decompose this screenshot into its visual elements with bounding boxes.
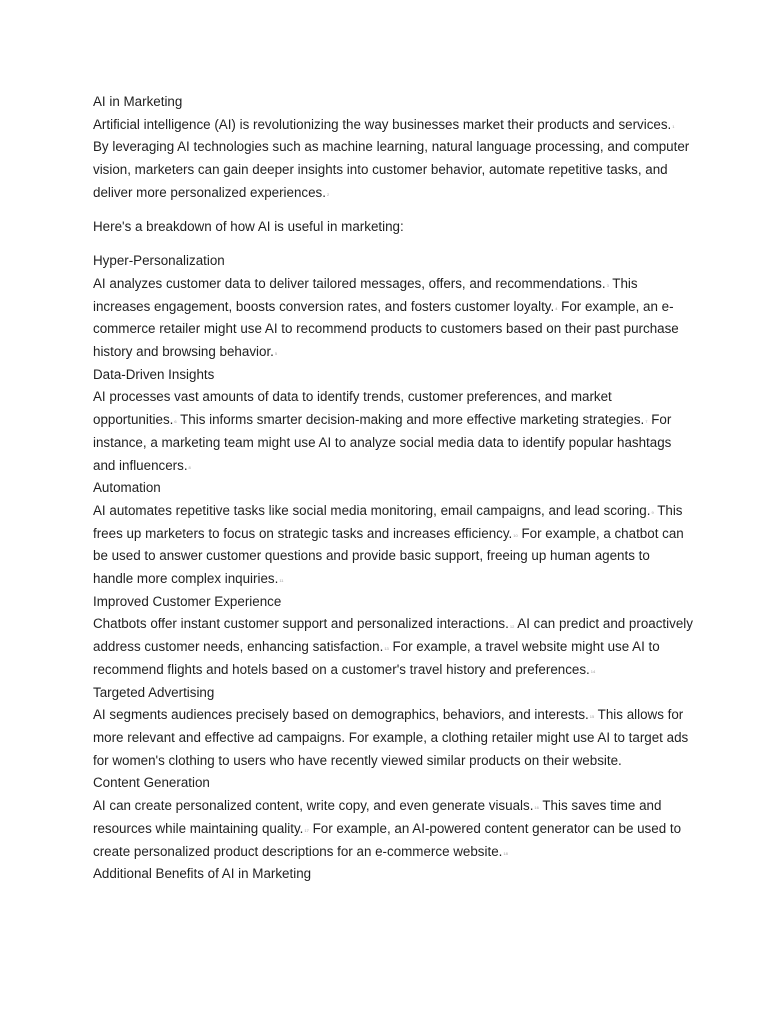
- citation-marker: 6: [174, 419, 177, 425]
- section-sentence: This frees up marketers to focus on strategic tasks and increases efficiency.: [93, 502, 683, 541]
- section-sentence: AI can create personalized content, write copy, and even generate visuals.: [93, 798, 534, 814]
- citation-marker: 8: [188, 464, 191, 470]
- citation-marker: 13: [384, 646, 389, 652]
- paragraph-spacer: [93, 238, 693, 250]
- section-body-content-generation: [93, 795, 693, 863]
- intro-paragraph: [93, 114, 693, 205]
- section-sentence: Chatbots offer instant customer support and personalized interactions.: [93, 616, 509, 632]
- citation-marker: 9: [651, 510, 654, 516]
- citation-marker: 12: [509, 623, 515, 629]
- section-sentence: AI analyzes customer data to deliver tailored messages, offers, and recommendations.: [93, 275, 606, 291]
- citation-marker: 4: [555, 305, 558, 311]
- citation-marker: 18: [503, 850, 508, 856]
- section-body-data-driven-insights: [93, 386, 693, 477]
- section-sentence: AI processes vast amounts of data to identify trends, customer preferences, and market opportunities.: [93, 389, 612, 428]
- section-sentence: AI segments audiences precisely based on demographics, behaviors, and interests.: [93, 707, 589, 723]
- section-sentence: This informs smarter decision-making and more effective marketing strategies.: [176, 412, 645, 428]
- section-sentence: For example, an AI-powered content generator can be used to create personalized product descriptions for an e-commerce website.: [93, 820, 682, 859]
- citation-marker: 10: [513, 532, 518, 538]
- section-sentence: For instance, a marketing team might use AI to analyze social media data to identify popular hashtags and influencers.: [93, 412, 672, 473]
- intro-sentence: By leveraging AI technologies such as machine learning, natural language processing, and computer vision, marketers can gain deeper insights into customer behavior, automate repetitive tasks, and deliver more personalized experiences.: [93, 139, 690, 200]
- section-heading-targeted-advertising: Targeted Advertising: [93, 684, 215, 700]
- section-sentence: AI automates repetitive tasks like social media monitoring, email campaigns, and lead scoring.: [93, 502, 651, 518]
- breakdown-intro: Here's a breakdown of how AI is useful in marketing:: [93, 218, 404, 234]
- section-heading-improved-customer-experience: Improved Customer Experience: [93, 593, 282, 609]
- section-sentence: This allows for more relevant and effective ad campaigns. For example, a clothing retailer might use AI to target ads for women's clothing to users who have recently viewed similar products on their website.: [93, 707, 689, 768]
- section-heading-content-generation: Content Generation: [93, 775, 210, 791]
- section-body-hyper-personalization: [93, 273, 693, 364]
- section-sentence: For example, a chatbot can be used to answer customer questions and provide basic support, freeing up human agents to handle more complex inquiries.: [93, 525, 684, 587]
- citation-marker: 2: [326, 192, 330, 198]
- citation-marker: 7: [645, 419, 648, 425]
- section-body-targeted-advertising: [93, 704, 693, 772]
- citation-marker: 14: [590, 669, 596, 675]
- intro-sentence: Artificial intelligence (AI) is revolutionizing the way businesses market their products and services.: [93, 116, 672, 132]
- section-heading-hyper-personalization: Hyper-Personalization: [93, 253, 225, 269]
- section-sentence: For example, a travel website might use AI to recommend flights and hotels based on a customer's travel history and preferences.: [93, 639, 660, 677]
- section-heading-data-driven-insights: Data-Driven Insights: [93, 366, 215, 382]
- section-sentence: AI can predict and proactively address customer needs, enhancing satisfaction.: [93, 616, 693, 655]
- paragraph-spacer: [93, 205, 693, 216]
- section-sentence: For example, an e-commerce retailer might use AI to recommend products to customers based on their past purchase history and browsing behavior.: [93, 298, 679, 360]
- citation-marker: 11: [279, 578, 284, 584]
- citation-marker: 15: [589, 714, 595, 720]
- citation-marker: 16: [534, 805, 539, 811]
- citation-marker: 1: [672, 123, 675, 129]
- section-body-improved-customer-experience: [93, 613, 693, 681]
- section-heading-automation: Automation: [93, 480, 161, 496]
- document-title: AI in Marketing: [93, 94, 183, 109]
- section-body-automation: [93, 500, 693, 591]
- citation-marker: 5: [274, 351, 278, 357]
- section-sentence: This increases engagement, boosts conversion rates, and fosters customer loyalty.: [93, 275, 638, 314]
- section-heading-additional-benefits: Additional Benefits of AI in Marketing: [93, 866, 312, 882]
- section-sentence: This saves time and resources while maintaining quality.: [93, 798, 662, 836]
- document-page: [93, 91, 693, 886]
- citation-marker: 3: [606, 283, 609, 289]
- citation-marker: 17: [304, 828, 309, 833]
